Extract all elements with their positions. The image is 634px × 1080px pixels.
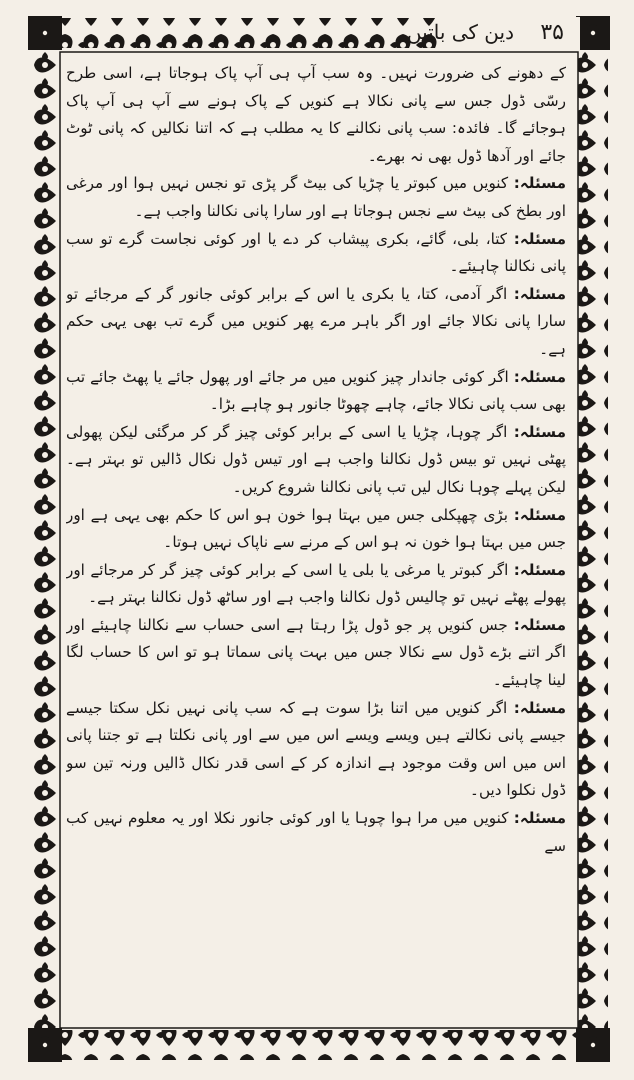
paragraph-1	[66, 60, 566, 170]
paragraph-11	[66, 805, 566, 860]
paragraph-3	[66, 226, 566, 281]
paragraph-text: اگر کنویں میں اتنا بڑا سوت ہے کہ سب پانی نہیں نکل سکتا جیسے جیسے پانی نکالتے ہیں ویسے ویسے اس میں سے اور پانی نکلتا ہے تو جتنا پانی اس میں اس وقت موجود ہے اندازہ کر کے اسی قدر نکال ڈالیں ورنہ تین سو ڈول نکلوا دیں۔	[66, 698, 566, 800]
paragraph-text: جس کنویں پر جو ڈول پڑا رہتا ہے اسی حساب سے نکالنا چاہیئے اور اگر اتنے بڑے ڈول سے نکالا جس میں بہت پانی سماتا ہو تو اس کا حساب لگا لینا چاہیئے۔	[66, 615, 566, 690]
masala-term: مسئلہ:	[513, 174, 566, 193]
masala-term: مسئلہ:	[513, 284, 566, 303]
page-body	[66, 60, 566, 1018]
paragraph-text: اگر کبوتر یا مرغی یا بلی یا اسی کے برابر کوئی چیز گر کر مرجائے اور پھولے پھٹے نہیں تو چالیس ڈول نکالنا واجب ہے اور ساٹھ ڈول نکالنا بہتر ہے۔	[66, 560, 566, 607]
paragraph-6	[66, 419, 566, 502]
paragraph-text: کنویں میں کبوتر یا چڑیا کی بیٹ گر پڑی تو نجس نہیں ہوا اور مرغی اور بطخ کی بیٹ سے نجس ہوجاتا ہے اور سارا پانی نکالنا واجب ہے۔	[66, 174, 566, 220]
masala-term: مسئلہ:	[513, 809, 566, 828]
paragraph-text: کتا، بلی، گائے، بکری پیشاب کر دے یا اور کوئی نجاست گرے تو سب پانی نکالنا چاہیئے۔	[66, 229, 566, 276]
paragraph-text: بڑی چھپکلی جس میں بہتا ہوا خون ہو اس کا حکم بھی یہی ہے اور جس میں بہتا ہوا خون نہ ہو اس کے مرنے سے ناپاک نہیں ہوتا۔	[66, 505, 566, 552]
paragraph-text: کے دھونے کی ضرورت نہیں۔ وہ سب آپ ہی آپ پاک ہوجاتا ہے، اسی طرح رسّی ڈول جس سے پانی نکالا ہے کنویں کے پاک ہونے سے آپ ہی آپ پاک ہوجائے گا۔ فائدہ: سب پانی نکالنے کا یہ مطلب ہے کہ اتنا نکالیں کہ پانی ٹوٹ جائے اور آدھا ڈول بھی نہ بھرے۔	[66, 64, 566, 165]
paragraph-text: کنویں میں مرا ہوا چوہا یا اور کوئی جانور نکلا اور یہ معلوم نہیں کب سے	[66, 809, 566, 855]
masala-term: مسئلہ:	[513, 367, 566, 386]
paragraph-text: اگر کوئی جاندار چیز کنویں میں مر جائے اور پھول جائے یا پھٹ جائے تب بھی سب پانی نکالا جائے، چاہے چھوٹا جانور ہو چاہے بڑا۔	[66, 367, 566, 414]
masala-term: مسئلہ:	[513, 560, 566, 579]
masala-term: مسئلہ:	[513, 615, 566, 634]
masala-term: مسئلہ:	[513, 422, 566, 441]
paragraph-7	[66, 502, 566, 557]
paragraph-5	[66, 364, 566, 419]
page-number: ۳۵	[540, 20, 564, 45]
paragraph-8	[66, 557, 566, 612]
paragraph-text: اگر چوہا، چڑیا یا اسی کے برابر کوئی چیز گر کر مرگئی لیکن پھولی پھٹی نہیں تو بیس ڈول نکالنا واجب ہے اور تیس ڈول نکال ڈالیں تو بہتر ہے۔ لیکن پہلے چوہا نکال لیں تب پانی نکالنا شروع کریں۔	[66, 422, 566, 496]
masala-term: مسئلہ:	[513, 505, 566, 524]
paragraph-text: اگر آدمی، کتا، یا بکری یا اس کے برابر کوئی جانور گر کے مرجائے تو سارا پانی نکالا جائے اور اگر باہر مرے پھر کنویں میں گرے تب بھی یہی حکم ہے۔	[66, 284, 566, 358]
paragraph-9	[66, 612, 566, 695]
masala-term: مسئلہ:	[513, 698, 566, 717]
paragraph-2	[66, 170, 566, 225]
paragraph-10	[66, 695, 566, 805]
masala-term: مسئلہ:	[513, 229, 566, 248]
running-title: دین کی باتیں	[406, 20, 514, 44]
page-header	[60, 18, 574, 50]
paragraph-4	[66, 281, 566, 364]
